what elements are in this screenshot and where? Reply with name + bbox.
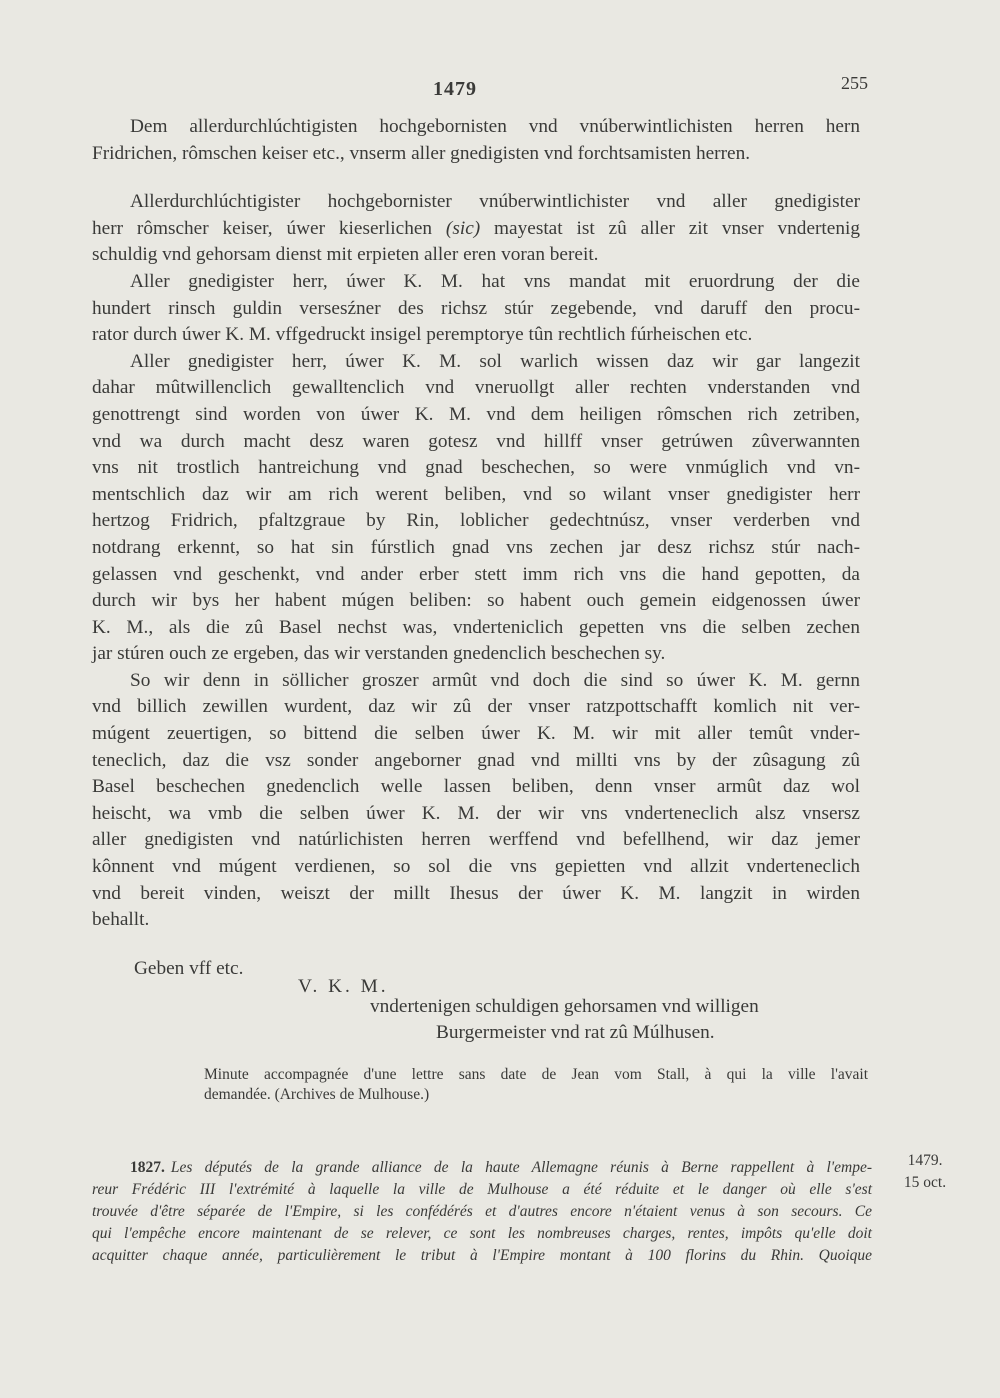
margin-day: 15 oct.	[903, 1174, 947, 1191]
text-line: jar stúren ouch ze ergeben, das wir verstanden gnedenclich beschechen sy.	[92, 643, 666, 665]
text-line: Aller gnedigister herr, úwer K. M. hat vns mandat mit eruordrung der die	[130, 270, 860, 292]
text-line: durch wir bys her habent múgen beliben: so habent ouch gemein eidgenossen úwer	[92, 590, 860, 612]
closing-address: V. K. M.	[298, 976, 389, 997]
text-line: heischt, wa vmb die selben úwer K. M. der wir vns vnderteneclich alsz vnsersz	[92, 802, 860, 824]
text-line: vnd bereit vinden, weiszt der millt Ihesus der úwer K. M. langzit in wirden	[92, 882, 860, 904]
text-line: vns nit trostlich hantreichung vnd gnad beschechen, so were vnmúglich vnd vn-	[92, 457, 860, 479]
text-line	[92, 216, 860, 243]
running-head-year: 1479	[433, 78, 477, 100]
text-fragment: Les députés de la grande alliance de la haute Allemagne réunis à Berne rappellent à l'empe-	[170, 1159, 872, 1176]
text-line: hertzog Fridrich, pfaltzgraue by Rin, loblicher gedechtnúsz, vnser verderben vnd	[92, 510, 860, 532]
paragraph-1	[92, 189, 860, 269]
margin-year: 1479.	[907, 1152, 943, 1169]
text-line: gelassen vnd geschenkt, vnd ander erber stett imm rich vns die hand gepotten, da	[92, 563, 860, 585]
text-line: K. M., als die zû Basel nechst was, vnderteniclich gepetten vns die selben zechen	[92, 616, 860, 638]
text-line: hundert rinsch guldin versesźner des richsz stúr zegebende, vnd daruff den procu-	[92, 297, 860, 319]
closing-signature-2: Burgermeister vnd rat zû Múlhusen.	[436, 1022, 715, 1043]
margin-date	[890, 1150, 960, 1194]
text-line: Minute accompagnée d'une lettre sans date de Jean vom Stall, à qui la ville l'avait	[204, 1066, 868, 1083]
text-line: Allerdurchlúchtigister hochgebornister vnúberwintlichister vnd aller gnedigister	[130, 191, 860, 213]
text-line: teneclich, daz die vsz sonder angeborner gnad vnd millti vns by der zûsagung zû	[92, 749, 860, 771]
text-line: genottrengt sind worden von úwer K. M. vnd dem heiligen rômschen rich zetriben,	[92, 403, 860, 425]
text-fragment: herr rômscher keiser, úwer kieserlichen	[92, 217, 446, 239]
text-line: behallt.	[92, 909, 150, 931]
letter-body	[92, 114, 860, 934]
text-line: schuldig vnd gehorsam dienst mit erpieten aller eren voran bereit.	[92, 244, 599, 266]
text-line: notdrang erkennt, so hat sin fúrstlich gnad vns zechen jar desz richsz stúr nach-	[92, 536, 860, 558]
closing-signature-1: vndertenigen schuldigen gehorsamen vnd willigen	[370, 996, 759, 1017]
text-line: vnd billich zewillen wurdent, daz wir zû der vnser ratzpottschafft komlich nit ver-	[92, 696, 860, 718]
text-line: reur Frédéric III l'extrémité à laquelle la ville de Mulhouse a été réduite et le danger où elle s'est	[92, 1181, 872, 1198]
text-line: Dem allerdurchlúchtigisten hochgebornisten vnd vnúberwintlichisten herren hern	[130, 116, 860, 137]
salutation	[92, 114, 860, 167]
text-line: Basel beschechen gnedenclich welle lassen beliben, denn vnser armût daz wol	[92, 776, 860, 798]
text-line: vnd wa durch macht desz waren gotesz vnd hillff vnser getrúwen zûverwannten	[92, 430, 860, 452]
text-line: múgent zeuertigen, so bittend die selben úwer K. M. wir mit aller temût vnder-	[92, 723, 860, 745]
text-fragment: mayestat ist zû aller zit vnser vndertenig	[480, 217, 860, 239]
text-line: mentschlich daz wir am rich werent beliben, vnd so wilant vnser gnedigister herr	[92, 483, 860, 505]
text-line: acquitter chaque année, particulièrement le tribut à l'Empire montant à 100 florins du Rhin. Quoique	[92, 1247, 872, 1264]
text-line: rator durch úwer K. M. vffgedruckt insigel peremptorye tûn rechtlich fúrheischen etc.	[92, 324, 753, 346]
paragraph-3	[92, 349, 860, 668]
text-line: demandée. (Archives de Mulhouse.)	[204, 1086, 430, 1103]
page-number: 255	[841, 73, 868, 93]
text-line: Fridrichen, rômschen keiser etc., vnserm aller gnedigisten vnd forchtsamisten herren.	[92, 142, 751, 164]
text-line: dahar mûtwillenclich gewalltenclich vnd vneruollgt aller rechten vnderstanden vnd	[92, 377, 860, 399]
text-line: aller gnedigisten vnd natúrlichisten herren werffend vnd befellhend, wir daz jemer	[92, 829, 860, 851]
closing-formula: Geben vff etc.	[134, 958, 244, 979]
text-line: qui l'empêche encore maintenant de se relever, ce sont les nombreuses charges, rentes, impôts qu'elle doit	[92, 1225, 872, 1242]
regest-entry	[92, 1157, 872, 1267]
source-note	[204, 1065, 868, 1105]
paragraph-4	[92, 668, 860, 934]
text-line	[92, 1157, 872, 1179]
sic-note: (sic)	[445, 217, 481, 239]
text-line: trouvée d'être séparée de l'Empire, si les confédérés et d'autres encore n'étaient venus à son secours. Ce	[92, 1203, 872, 1220]
regest-number: 1827.	[130, 1159, 165, 1176]
text-line: kônnent vnd múgent verdienen, so sol die vns gepietten vnd allzit vnderteneclich	[92, 856, 860, 878]
text-line: So wir denn in söllicher groszer armût vnd doch die sind so úwer K. M. gernn	[130, 669, 860, 691]
text-line: Aller gnedigister herr, úwer K. M. sol warlich wissen daz wir gar langezit	[130, 350, 860, 372]
paragraph-2	[92, 269, 860, 349]
